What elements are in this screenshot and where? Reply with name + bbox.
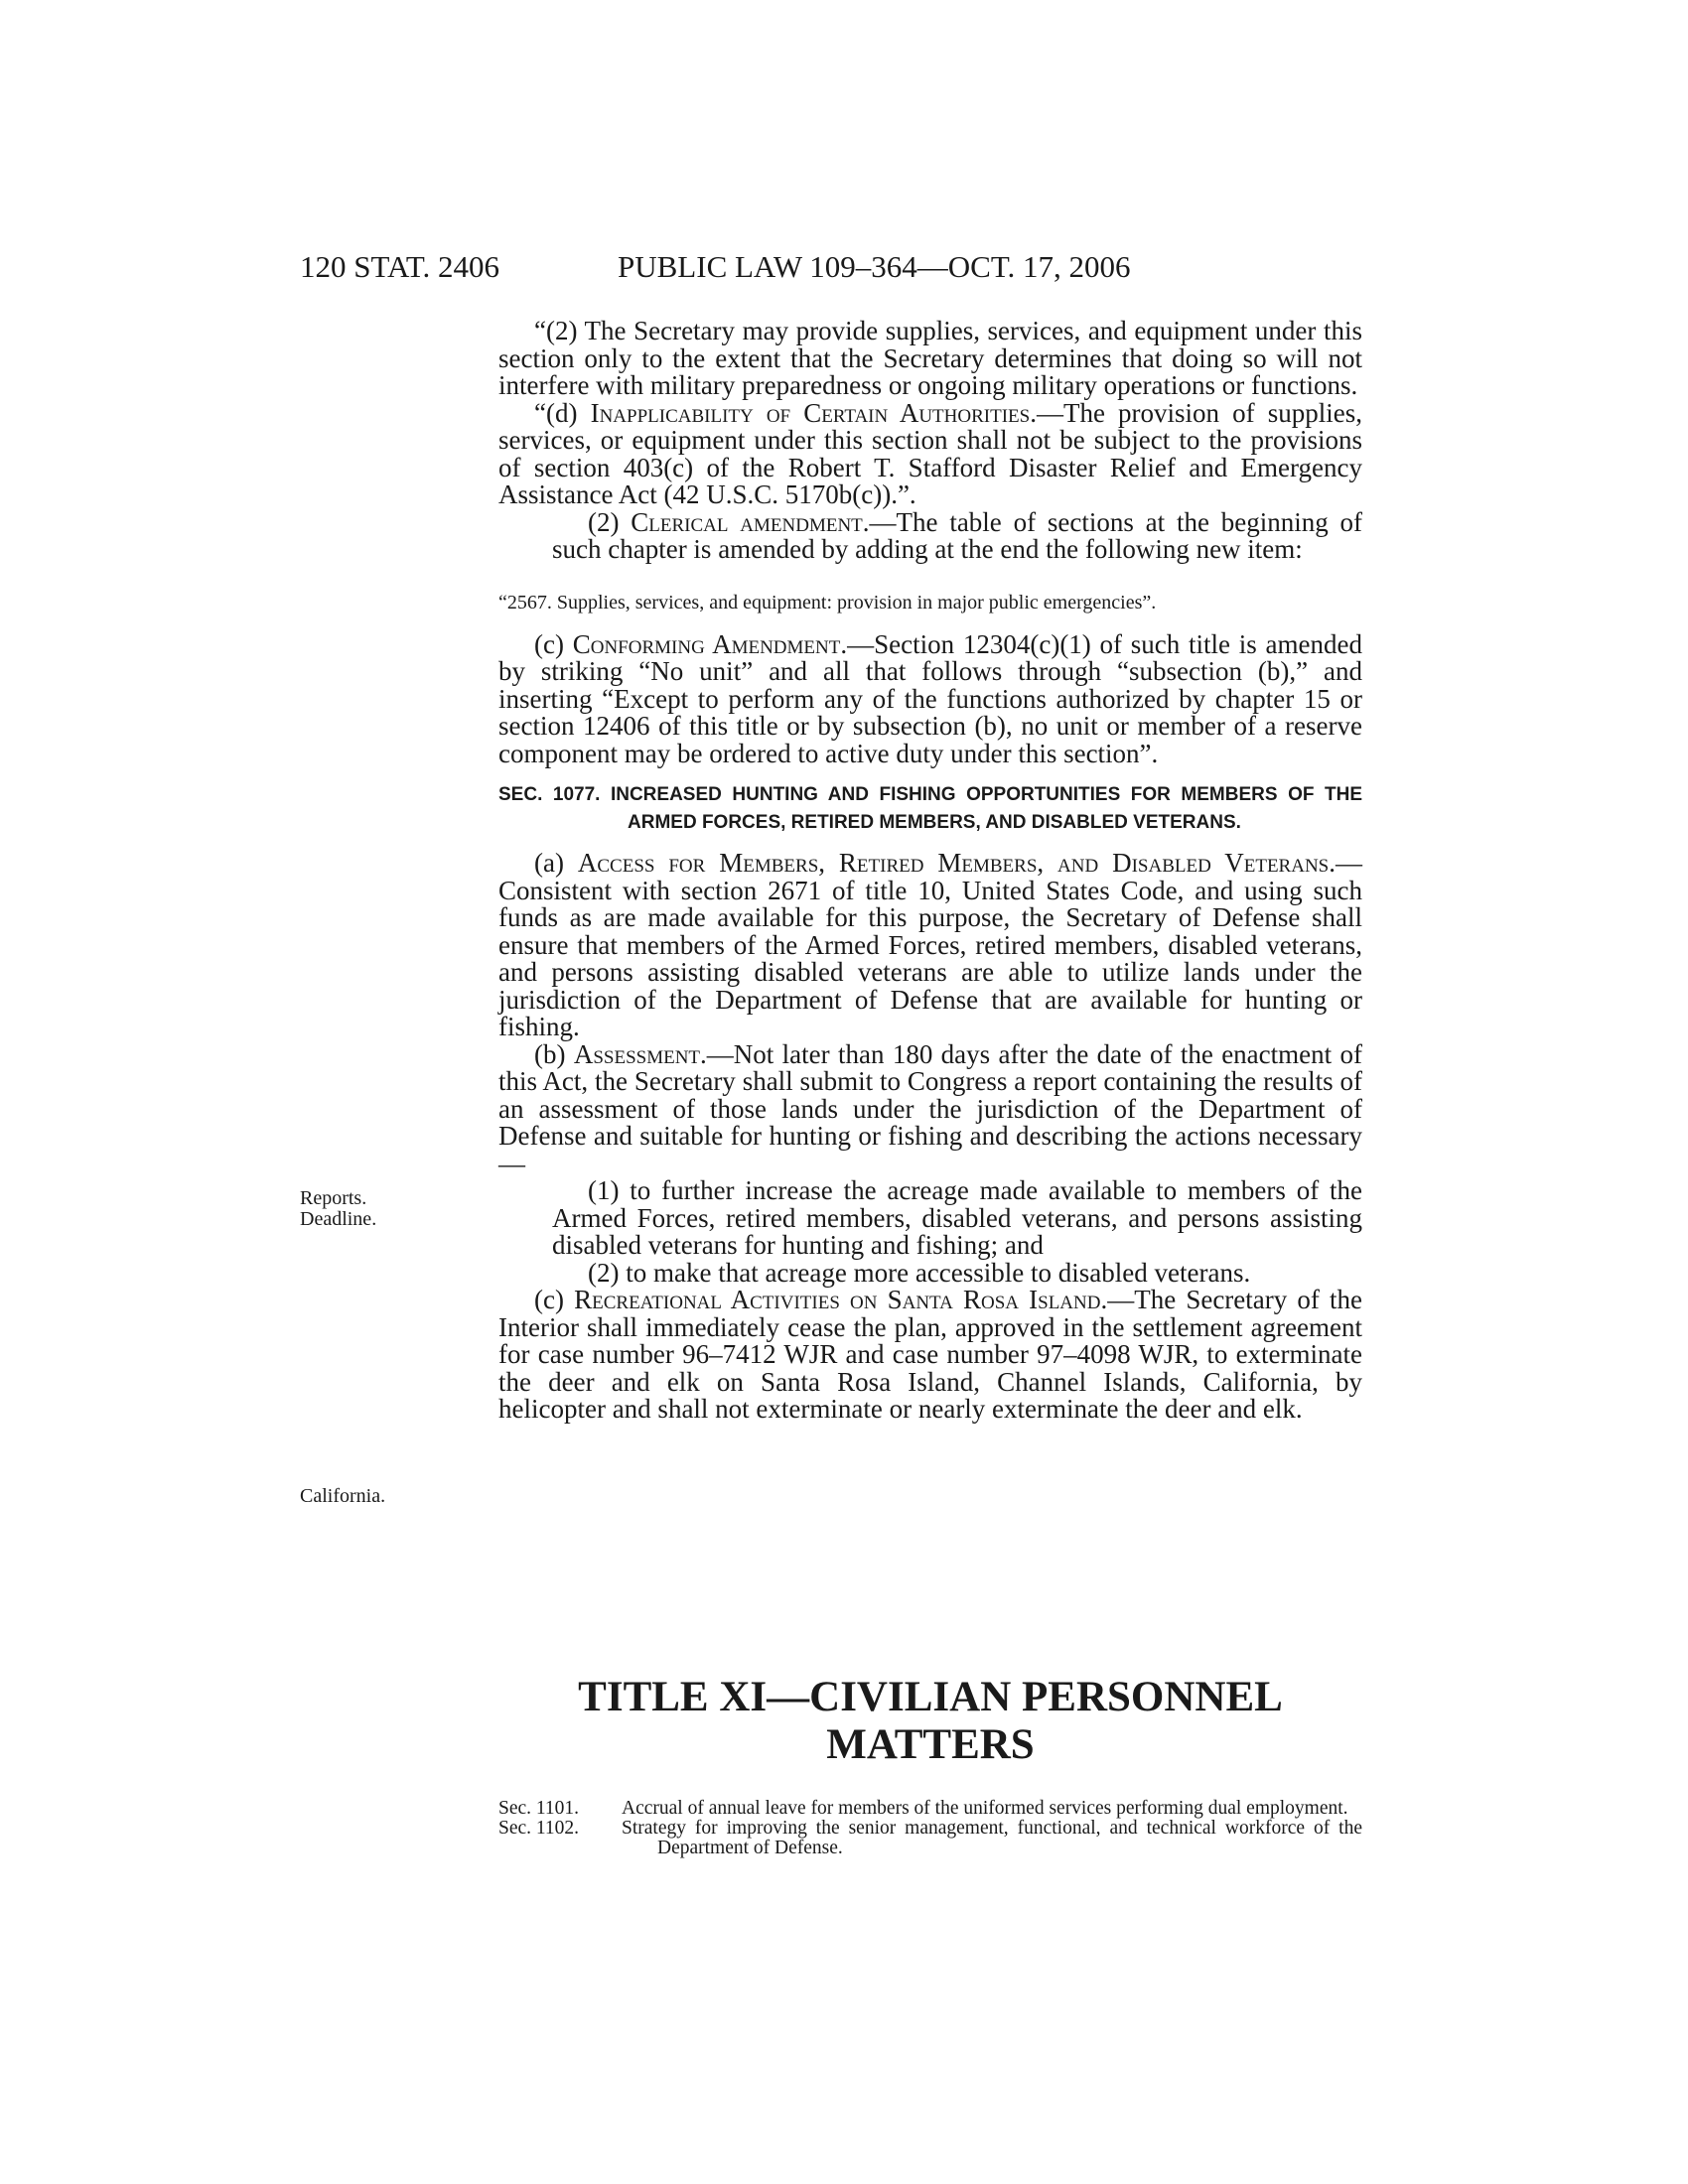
conforming-lead: (c) <box>534 628 573 659</box>
recreational-lead: (c) <box>534 1285 575 1314</box>
conforming-heading: Conforming Amendment <box>572 628 841 659</box>
access-heading: Access for Members, Retired Members, and Disabled Veterans <box>577 848 1330 878</box>
toc-entry <box>498 1819 1362 1858</box>
margin-note-reports-deadline <box>300 1188 376 1230</box>
margin-note-reports: Reports. <box>300 1187 367 1209</box>
paragraph-b-assessment <box>498 1038 1362 1178</box>
toc-section-number: Sec. 1101. <box>498 1798 580 1819</box>
title-xi-heading <box>498 1674 1362 1769</box>
assessment-lead: (b) <box>534 1038 574 1069</box>
margin-note-california: California. <box>300 1485 386 1507</box>
stat-page-number: 120 STAT. 2406 <box>300 249 500 284</box>
section-1077-heading: SEC. 1077. INCREASED HUNTING AND FISHING OPPORTUNITIES FOR MEMBERS OF THE ARMED FORCES, RETIRED MEMBERS, AND DISABLED VETERANS. <box>498 784 1362 833</box>
assessment-text: .—Not later than 180 days after the date of the enactment of this Act, the Secretary shall submit to Congress a report containing the results of an assessment of those lands under the jurisdiction of the Department of Defense and suitable for hunting or fishing and describing the actions necessary— <box>498 1038 1362 1178</box>
clerical-text: .—The table of sections at the beginning of such chapter is amended by adding at the end the following new item: <box>552 506 1362 564</box>
paragraph-d-heading: Inapplicability of Certain Authorities <box>590 397 1031 428</box>
toc-section-number: Sec. 1102. <box>498 1818 580 1839</box>
paragraph-c-recreational <box>498 1287 1362 1424</box>
conforming-text: .—Section 12304(c)(1) of such title is amended by striking “No unit” and all that follows through “subsection (b),” and inserting “Except to perform any of the functions authorized by chapter 15 or section 12406 of this title or by subsection (b), no unit or member of a reserve component may be ordered to active duty under this section”. <box>498 628 1363 768</box>
title-xi-table-of-contents <box>498 1799 1362 1858</box>
toc-entry <box>498 1799 1362 1819</box>
paragraph-b2: (2) to make that acreage more accessible to disabled veterans. <box>588 1257 1251 1288</box>
title-xi-line-1: TITLE XI—CIVILIAN PERSONNEL <box>578 1674 1283 1720</box>
access-lead: (a) <box>534 848 578 878</box>
access-text: .—Consistent with section 2671 of title 10, United States Code, and using such funds as are made available for this purpose, the Secretary of Defense shall ensure that members of the Armed Forces, retired members, disabled veterans, and persons assisting disabled veterans are able to utilize lands under the jurisdiction of the Department of Defense that are available for hunting or fishing. <box>498 848 1362 1041</box>
paragraph-d-text: .—The provision of supplies, services, or equipment under this section shall not be subject to the provisions of section 403(c) of the Robert T. Stafford Disaster Relief and Emergency Assistance Act (42 U.S.C. 5170b(c)).”. <box>498 397 1362 509</box>
paragraph-clerical-amendment <box>552 506 1362 564</box>
toc-section-title: Accrual of annual leave for members of the uniformed services performing dual employment. <box>622 1798 1348 1819</box>
table-of-sections-item: “2567. Supplies, services, and equipment: provision in major public emergencies”. <box>498 591 1157 614</box>
paragraph-d <box>498 397 1362 509</box>
toc-section-title: Strategy for improving the senior management, functional, and technical workforce of the Department of Defense. <box>622 1818 1362 1858</box>
statute-body <box>498 318 1362 1424</box>
title-xi-line-2: MATTERS <box>826 1721 1035 1768</box>
recreational-text: .—The Secretary of the Interior shall immediately cease the plan, approved in the settlement agreement for case number 96–7412 WJR and case number 97–4098 WJR, to exterminate the deer and elk on Santa Rosa Island, Channel Islands, California, by helicopter and shall not exterminate or nearly exterminate the deer and elk. <box>498 1285 1362 1424</box>
paragraph-b1: (1) to further increase the acreage made available to members of the Armed Forces, retired members, disabled veterans, and persons assisting disabled veterans for hunting and fishing; and <box>552 1175 1362 1260</box>
paragraph-c2: “(2) The Secretary may provide supplies, services, and equipment under this section only to the extent that the Secretary determines that doing so will not interfere with military preparedness or ongoing military operations or functions. <box>498 316 1362 400</box>
paragraph-d-lead: “(d) <box>534 397 591 428</box>
clerical-lead: (2) <box>588 506 632 537</box>
assessment-heading: Assessment <box>573 1038 701 1069</box>
recreational-heading: Recreational Activities on Santa Rosa Island <box>574 1285 1101 1314</box>
margin-note-deadline: Deadline. <box>300 1208 377 1230</box>
running-header-title: PUBLIC LAW 109–364—OCT. 17, 2006 <box>618 249 1131 284</box>
paragraph-a-access <box>498 850 1362 1041</box>
clerical-heading: Clerical amendment <box>631 506 863 537</box>
paragraph-conforming-amendment <box>498 628 1363 768</box>
